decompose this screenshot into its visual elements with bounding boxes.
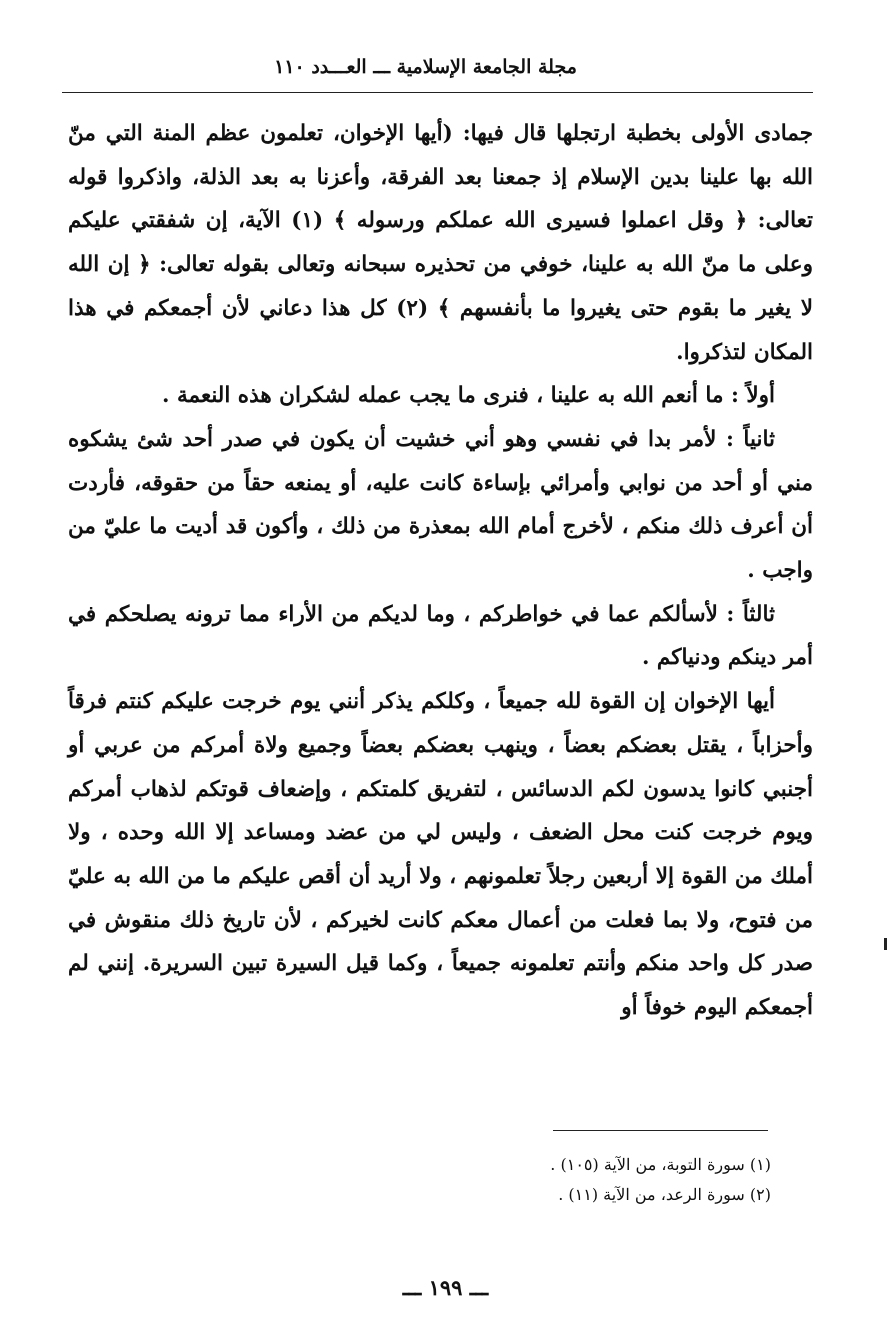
paragraph-5: أيها الإخوان إن القوة لله جميعاً ، وكلكم يذكر أنني يوم خرجت عليكم كنتم فرقاً وأحزاباً ، يقتل بعضكم بعضاً ، وينهب بعضكم بعضاً وجميع ولاة أمركم من عربي أو أجنبي كانوا يدسون لكم الدسائس ، لتفريق كلمتكم ، وإضعاف قوتكم لذهاب أمركم ويوم خرجت كنت محل الضعف ، وليس لي من عضد ومساعد إلا الله وحده ، ولا أملك من القوة إلا أربعين رجلاً تعلمونهم ، ولا أريد أن أقص عليكم ما من الله به عليّ من فتوح، ولا بما فعلت من أعمال معكم كانت لخيركم ، لأن تاريخ ذلك منقوش في صدر كل واحد منكم وأنتم تعلمونه جميعاً ، وكما قيل السيرة تبين السريرة. إنني لم أجمعكم اليوم خوفاً أو [68, 689, 813, 1021]
paragraph-4: ثالثاً : لأسألكم عما في خواطركم ، وما لديكم من الأراء مما ترونه يصلحكم في أمر دينكم ودنياكم . [68, 601, 813, 671]
paragraph-1: جمادى الأولى بخطبة ارتجلها قال فيها: (أيها الإخوان، تعلمون عظم المنة التي منّ الله بها علينا بدين الإسلام إذ جمعنا بعد الفرقة، وأعزنا به بعد الذلة، واذكروا قوله تعالى: ﴿ وقل اعملوا فسيرى الله عملكم ورسوله ﴾ (١) الآية، إن شفقتي عليكم وعلى ما منّ الله به علينا، خوفي من تحذيره سبحانه وتعالى بقوله تعالى: ﴿ إن الله لا يغير ما بقوم حتى يغيروا ما بأنفسهم ﴾ (٢) كل هذا دعاني لأن أجمعكم في هذا المكان لتذكروا. [68, 121, 813, 365]
header-rule [62, 92, 813, 93]
body-text [68, 112, 813, 1030]
scan-edge-mark [884, 938, 887, 950]
paragraph-3: ثانياً : لأمر بدا في نفسي وهو أني خشيت أن يكون في صدر أحد شئ يشكوه مني أو أحد من نوابي وأمرائي بإساءة كانت عليه، أو يمنعه حقاً من حقوقه، فأردت أن أعرف ذلك منكم ، لأخرج أمام الله بمعذرة من ذلك ، وأكون قد أديت ما عليّ من واجب . [68, 426, 813, 584]
footnotes [200, 1150, 771, 1210]
footnote-1: (١) سورة التوبة، من الآية (١٠٥) . [550, 1155, 771, 1174]
paragraph-2: أولاً : ما أنعم الله به علينا ، فنرى ما يجب عمله لشكران هذه النعمة . [162, 383, 775, 409]
footnote-2: (٢) سورة الرعد، من الآية (١١) . [558, 1185, 771, 1204]
running-header: مجلة الجامعة الإسلامية ـــ العـــدد ١١٠ [274, 56, 577, 78]
footnote-rule [553, 1130, 768, 1131]
page-number: ـــ ١٩٩ ـــ [402, 1275, 489, 1300]
